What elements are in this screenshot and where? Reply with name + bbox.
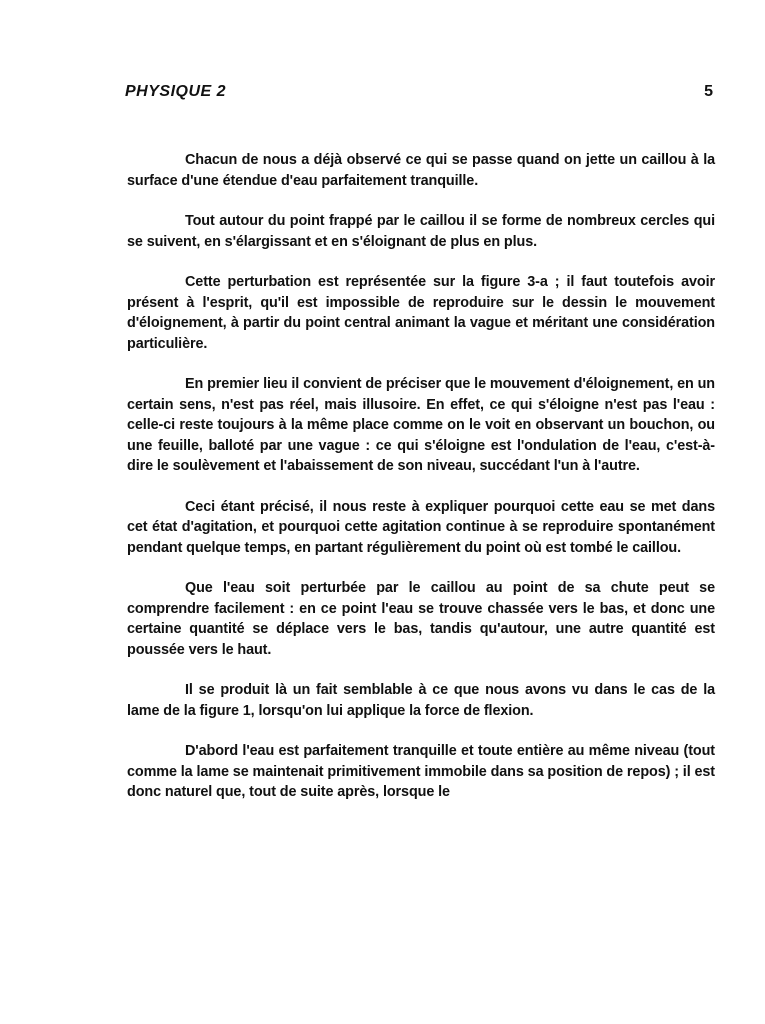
page-header <box>125 83 713 107</box>
paragraph: Ceci étant précisé, il nous reste à expliquer pourquoi cette eau se met dans cet état d'agitation, et pourquoi cette agitation continue à se reproduire spontanément pendant quelque temps, en partant régulièrement du point où est tombé le caillou. <box>127 498 715 556</box>
paragraph: Que l'eau soit perturbée par le caillou au point de sa chute peut se comprendre facilement : en ce point l'eau se trouve chassée vers le bas, et donc une certaine quantité se déplace vers le bas, tandis qu'autour, une autre quantité est poussée vers le haut. <box>127 580 715 658</box>
paragraph: D'abord l'eau est parfaitement tranquille et toute entière au même niveau (tout comme la lame se maintenait primitivement immobile dans sa position de repos) ; il est donc naturel que, tout de suite après, lorsque le <box>127 743 715 800</box>
paragraph: Tout autour du point frappé par le caillou il se forme de nombreux cercles qui se suivent, en s'élargissant et en s'éloignant de plus en plus. <box>127 213 715 250</box>
paragraph: En premier lieu il convient de préciser que le mouvement d'éloignement, en un certain sens, n'est pas réel, mais illusoire. En effet, ce qui s'éloigne n'est pas l'eau : celle-ci reste toujours à la même place comme on le voit en observant un bouchon, ou une feuille, balloté par une vague : ce qui s'éloigne est l'ondulation de l'eau, c'est-à-dire le soulèvement et l'abaissement de son niveau, succédant l'un à l'autre. <box>127 376 715 474</box>
body-text <box>127 150 715 823</box>
paragraph: Chacun de nous a déjà observé ce qui se passe quand on jette un caillou à la surface d'une étendue d'eau parfaitement tranquille. <box>127 152 715 189</box>
paragraph: Cette perturbation est représentée sur la figure 3-a ; il faut toutefois avoir présent à l'esprit, qu'il est impossible de reproduire sur le dessin le mouvement d'éloignement, à partir du point central animant la vague et méritant une considération particulière. <box>127 274 715 352</box>
running-title: PHYSIQUE 2 <box>125 83 227 100</box>
page-number: 5 <box>704 83 713 100</box>
paragraph: Il se produit là un fait semblable à ce que nous avons vu dans le cas de la lame de la figure 1, lorsqu'on lui applique la force de flexion. <box>127 682 715 719</box>
